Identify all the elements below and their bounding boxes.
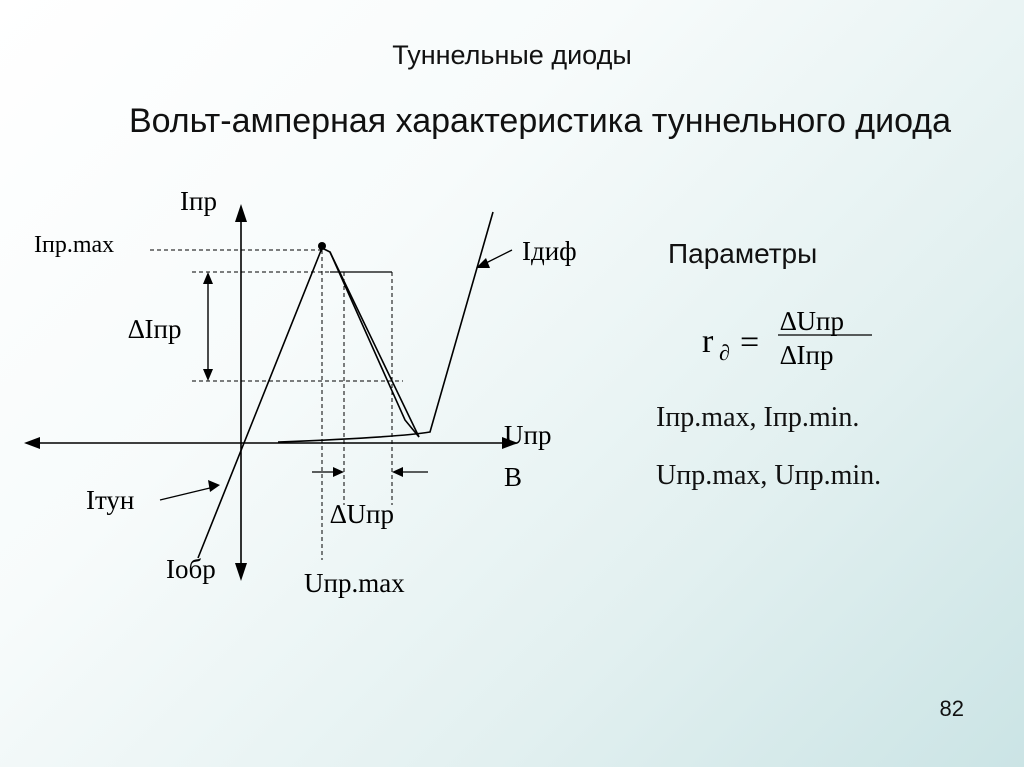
delta-i-arrowhead-top	[203, 272, 213, 284]
label-iobr: Iобр	[166, 554, 216, 584]
label-ipr: Iпр	[180, 186, 217, 216]
label-upr: Uпр	[504, 420, 552, 450]
label-idif: Iдиф	[522, 236, 577, 266]
label-upr-max: Uпр.max	[304, 568, 405, 598]
parameters-line-voltage: Uпр.max, Uпр.min.	[656, 460, 882, 491]
label-delta-ipr: ∆Iпр	[128, 314, 182, 344]
page-number: 82	[939, 696, 964, 721]
itun-pointer	[160, 487, 214, 500]
label-v: В	[504, 462, 523, 492]
formula-equals: =	[740, 324, 760, 361]
label-delta-upr: ∆Uпр	[330, 499, 394, 529]
itun-pointer-head	[208, 480, 220, 492]
formula-r-symbol: r	[702, 323, 714, 360]
delta-i-arrowhead-bottom	[203, 369, 213, 381]
chart-heading: Вольт-амперная характеристика туннельного диода	[128, 102, 952, 140]
parameters-line-current: Iпр.max, Iпр.min.	[656, 402, 860, 433]
parameters-title: Параметры	[668, 238, 818, 269]
iv-curve-diffusion	[278, 212, 493, 442]
delta-u-arrowhead-left	[333, 467, 344, 477]
formula-numerator: ∆Uпр	[780, 306, 844, 336]
x-axis-arrow-left	[24, 437, 40, 449]
slide-title: Туннельные диоды	[392, 40, 632, 70]
y-axis-arrow-top	[235, 204, 247, 222]
formula-denominator: ∆Iпр	[780, 340, 834, 370]
label-itun: Iтун	[86, 485, 135, 515]
peak-point	[318, 242, 326, 250]
label-ipr-max: Iпр.max	[34, 232, 115, 258]
delta-u-arrowhead-right	[392, 467, 403, 477]
y-axis-arrow-bottom	[235, 563, 247, 581]
formula-r-subscript: ∂	[719, 340, 730, 365]
iv-curve-descent-outer	[330, 252, 419, 437]
